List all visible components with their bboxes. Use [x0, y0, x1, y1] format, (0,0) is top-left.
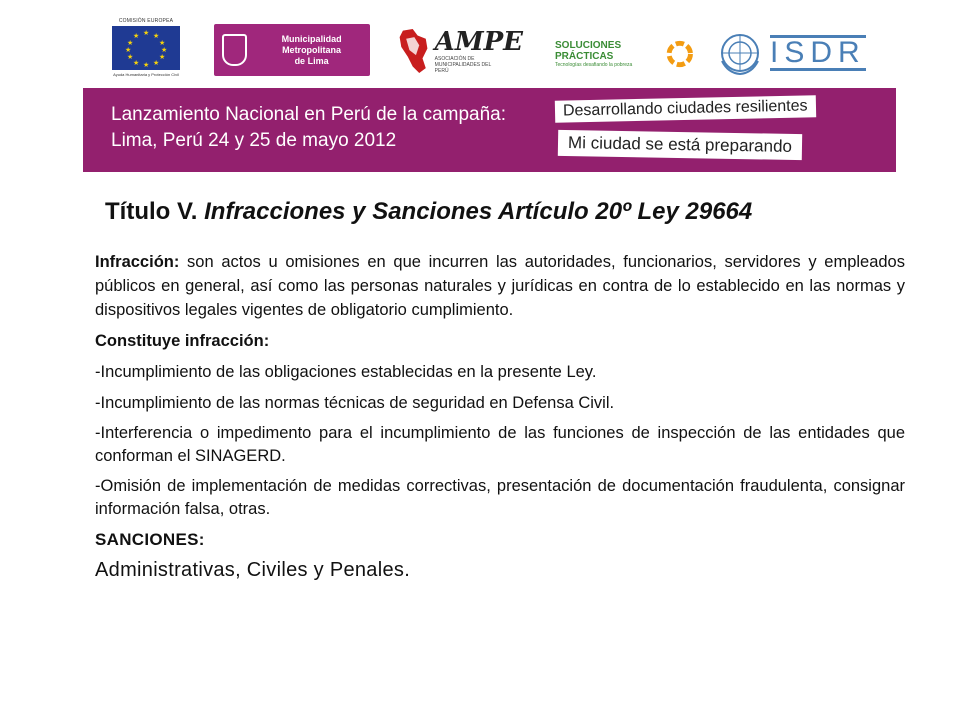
banner-line2: Lima, Perú 24 y 25 de mayo 2012 [111, 130, 397, 151]
infraccion-paragraph [95, 250, 905, 322]
list-item: -Incumplimiento de las normas técnicas de seguridad en Defensa Civil. [95, 394, 615, 412]
constituye-heading: Constituye infracción: [95, 332, 270, 350]
list-item: -Incumplimiento de las obligaciones establecidas en la presente Ley. [95, 363, 597, 381]
ampe-logo-sub: ASOCIACIÓN DE MUNICIPALIDADES DEL PERÚ [434, 56, 492, 74]
ampe-logo-name: AMPE [434, 27, 523, 57]
isdr-logo [718, 28, 868, 78]
sanciones-text: Administrativas, Civiles y Penales. [95, 559, 411, 581]
soluciones-practicas-logo [555, 32, 695, 76]
soluciones-logo-sub: Tecnologías desafiando la pobreza [555, 62, 633, 68]
logo-row [0, 18, 960, 88]
list-item: -Interferencia o impedimento para el incumplimiento de las funciones de inspección de las entidades que conforman el SINAGERD. [95, 424, 905, 465]
banner-line1: Lanzamiento Nacional en Perú de la campaña: [111, 104, 507, 125]
infraccion-label: Infracción: [95, 253, 180, 271]
banner-tag-preparando: Mi ciudad se está preparando [558, 130, 802, 160]
sun-ring-icon [665, 36, 695, 72]
banner-tag-resilientes: Desarrollando ciudades resilientes [555, 95, 816, 122]
document-body [95, 250, 905, 582]
eu-logo [110, 18, 182, 80]
peru-map-icon [398, 22, 431, 80]
sanciones-heading: SANCIONES: [95, 530, 205, 549]
eu-logo-bottom-text: Ayuda Humanitaria y Protección Civil [113, 72, 179, 77]
eu-flag-icon: ★ ★ ★ ★ ★ ★ ★ ★ ★ ★ ★ ★ [112, 26, 180, 70]
municipalidad-logo [214, 24, 370, 76]
un-emblem-icon [718, 31, 762, 75]
ampe-logo [398, 18, 523, 84]
list-item: -Omisión de implementación de medidas correctivas, presentación de documentación fraudulenta, consignar información falsa, otras. [95, 477, 905, 518]
infraccion-text: son actos u omisiones en que incurren las autoridades, funcionarios, servidores y empleados públicos en general, así como las personas naturales y jurídicas en contra de lo establecido en las normas y dispositivos legales vigentes de obligatorio cumplimiento. [95, 253, 905, 319]
page-title: Título V. Infracciones y Sanciones Artículo 20º Ley 29664 [105, 198, 753, 225]
soluciones-logo-name: SOLUCIONES PRÁCTICAS [555, 40, 622, 62]
crest-icon [222, 34, 247, 66]
municipalidad-logo-text: Municipalidad Metropolitana de Lima [281, 33, 342, 66]
eu-logo-top-text: COMISIÓN EUROPEA [118, 18, 174, 24]
isdr-logo-name: ISDR [770, 36, 866, 69]
campaign-banner [83, 88, 896, 172]
